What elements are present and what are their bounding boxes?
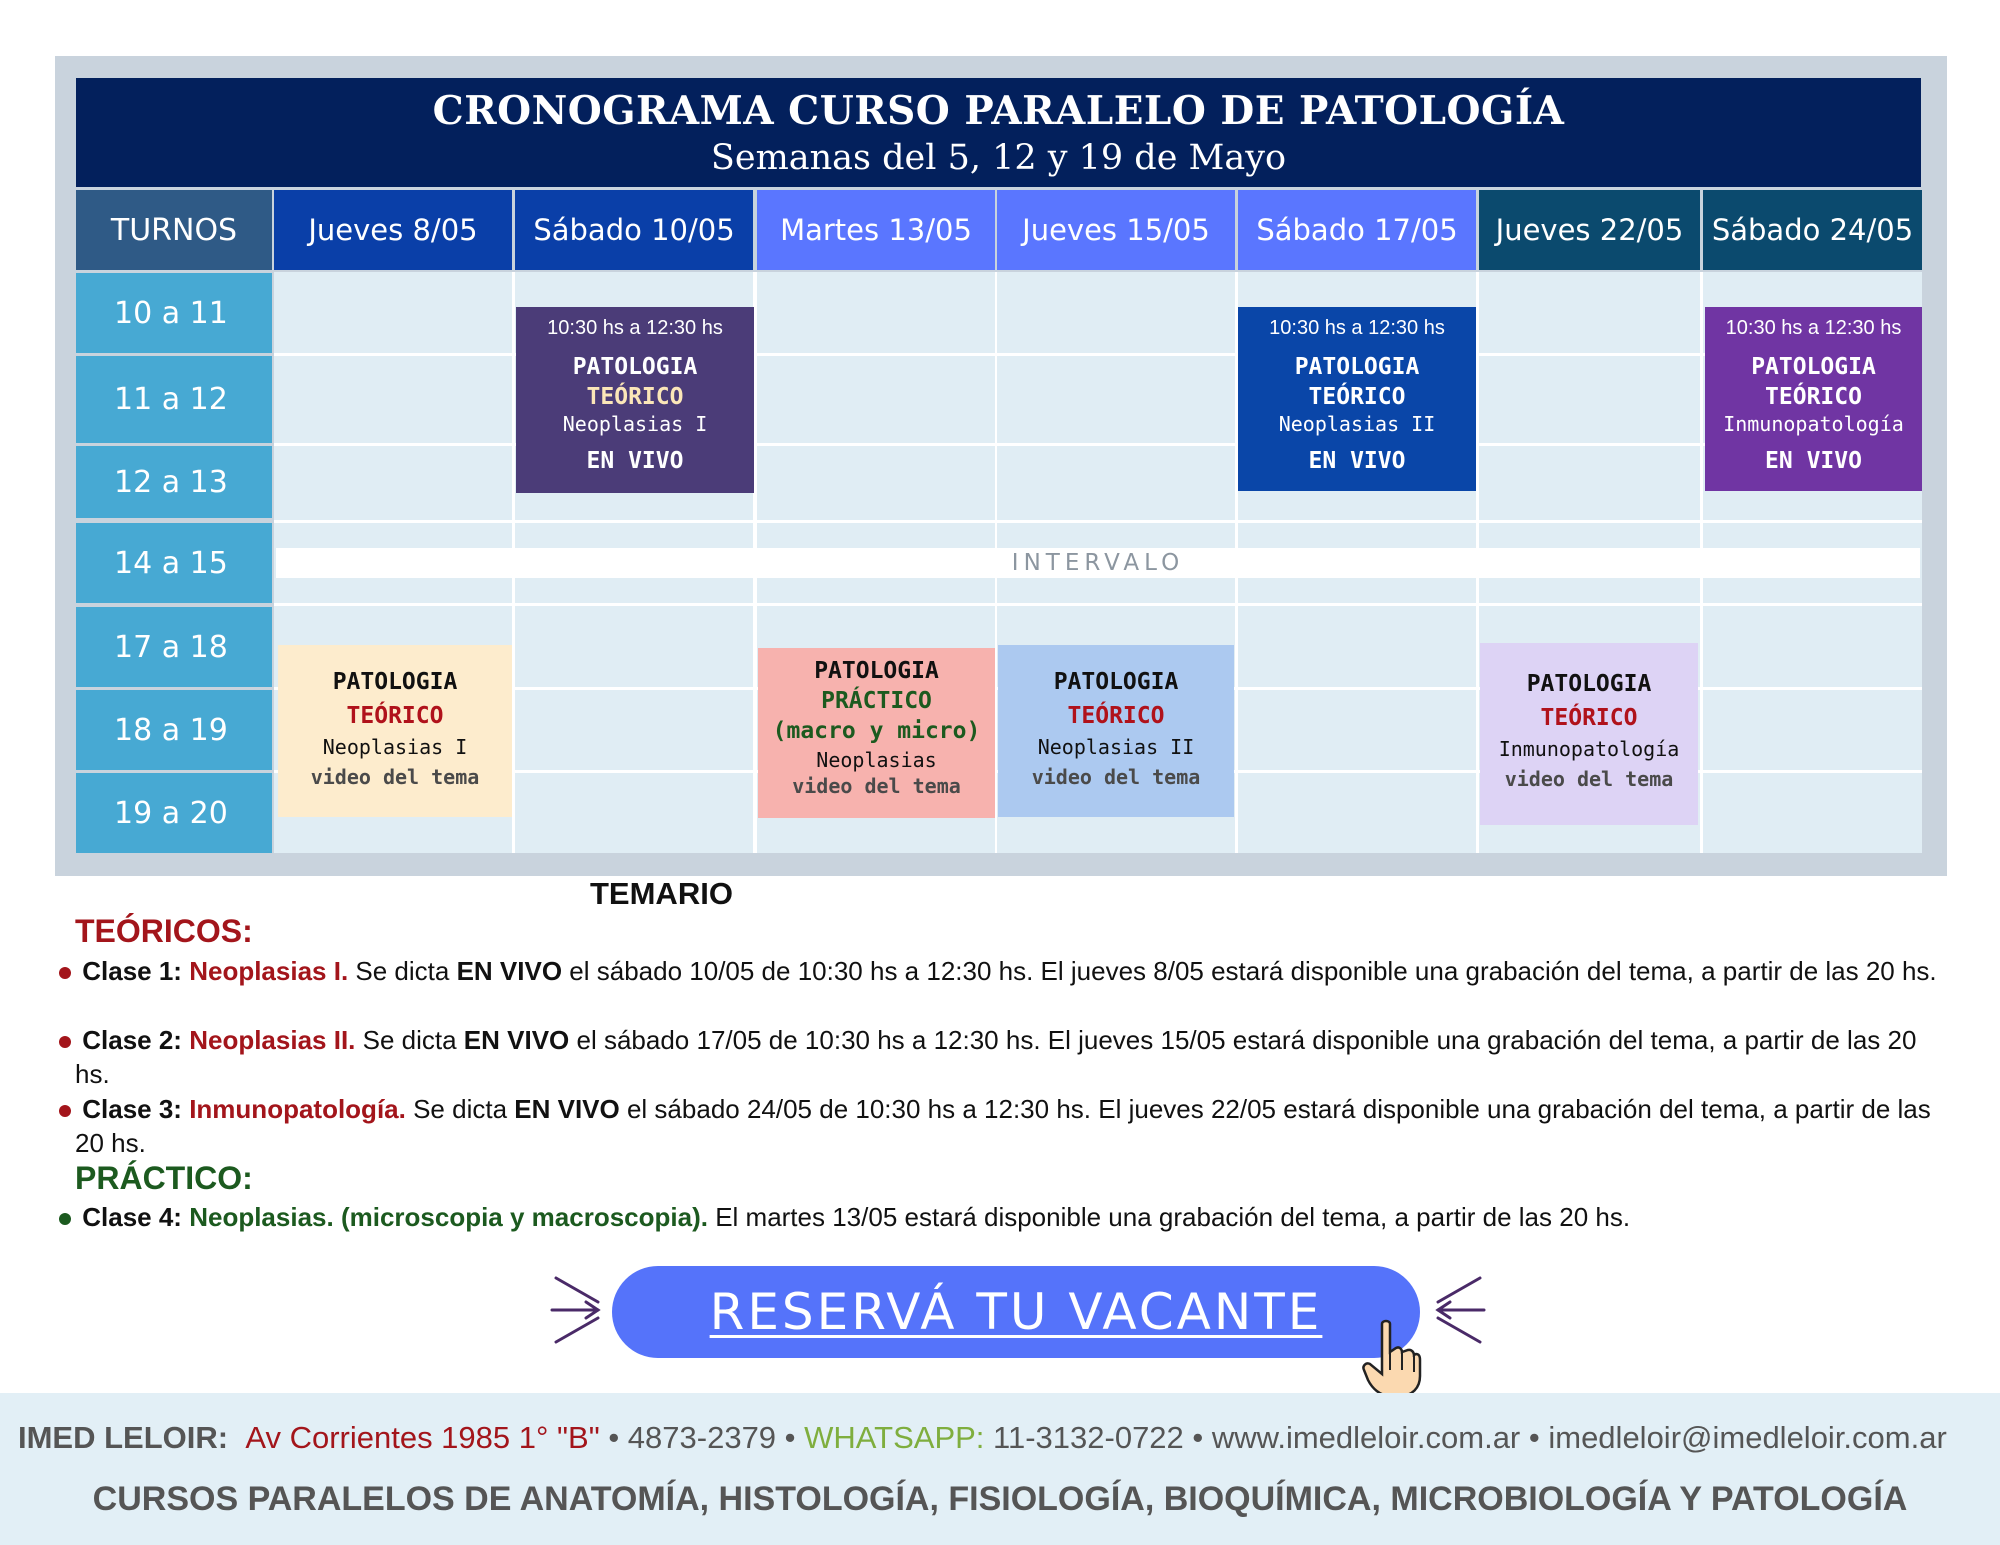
bullet-icon bbox=[59, 1213, 71, 1225]
teoricos-heading: TEÓRICOS: bbox=[75, 913, 253, 949]
bullet-icon bbox=[59, 1105, 71, 1117]
day-header: Martes 13/05 bbox=[757, 190, 995, 270]
list-item: Clase 4: Neoplasias. (microscopia y macroscopia). El martes 13/05 estará disponible una grabación del tema, a partir de las 20 hs. bbox=[75, 1200, 1955, 1234]
temario-title: TEMARIO bbox=[590, 876, 733, 911]
schedule-title: CRONOGRAMA CURSO PARALELO DE PATOLOGÍA bbox=[432, 88, 1565, 134]
day-header: Sábado 17/05 bbox=[1238, 190, 1476, 270]
day-header: Jueves 22/05 bbox=[1479, 190, 1700, 270]
whatsapp-label: WHATSAPP: bbox=[804, 1420, 985, 1455]
schedule-subtitle: Semanas del 5, 12 y 19 de Mayo bbox=[710, 138, 1287, 178]
live-session-card: 10:30 hs a 12:30 hs PATOLOGIA TEÓRICO Neoplasias I EN VIVO bbox=[516, 307, 754, 493]
address: Av Corrientes 1985 1° "B" bbox=[245, 1420, 600, 1455]
arrows-left-icon bbox=[1428, 1272, 1488, 1348]
courses-list: CURSOS PARALELOS DE ANATOMÍA, HISTOLOGÍA, FISIOLOGÍA, BIOQUÍMICA, MICROBIOLOGÍA Y PATOLOGÍA bbox=[92, 1480, 1908, 1518]
list-item: Clase 1: Neoplasias I. Se dicta EN VIVO el sábado 10/05 de 10:30 hs a 12:30 hs. El jueves 8/05 estará disponible una grabación del tema, a partir de las 20 hs. bbox=[75, 954, 1955, 988]
list-item: Clase 3: Inmunopatología. Se dicta EN VIVO el sábado 24/05 de 10:30 hs a 12:30 hs. El jueves 22/05 estará disponible una grabación del tema, a partir de las 20 hs. bbox=[75, 1092, 1955, 1160]
turnos-header: TURNOS bbox=[76, 190, 272, 270]
website-link[interactable]: www.imedleloir.com.ar bbox=[1211, 1420, 1521, 1455]
day-header: Sábado 24/05 bbox=[1703, 190, 1922, 270]
time-slot: 12 a 13 bbox=[76, 446, 272, 518]
footer-contact: IMED LELOIR: Av Corrientes 1985 1° "B" • 4873-2379 • WHATSAPP: 11-3132-0722 • www.imedleloir.com.ar • imedleloir@imedleloir.com.ar bbox=[18, 1420, 1947, 1455]
live-session-card: 10:30 hs a 12:30 hs PATOLOGIA TEÓRICO Neoplasias II EN VIVO bbox=[1238, 307, 1476, 491]
email-link[interactable]: imedleloir@imedleloir.com.ar bbox=[1548, 1420, 1947, 1455]
whatsapp-number: 11-3132-0722 bbox=[984, 1420, 1184, 1455]
day-header: Sábado 10/05 bbox=[515, 190, 753, 270]
time-slot: 14 a 15 bbox=[76, 523, 272, 603]
day-header: Jueves 15/05 bbox=[997, 190, 1235, 270]
practico-heading: PRÁCTICO: bbox=[75, 1160, 253, 1196]
day-header: Jueves 8/05 bbox=[274, 190, 512, 270]
schedule-header bbox=[76, 78, 1921, 187]
time-slot: 18 a 19 bbox=[76, 690, 272, 770]
time-slot: 17 a 18 bbox=[76, 607, 272, 687]
video-session-card: PATOLOGIA TEÓRICO Neoplasias II video del tema bbox=[998, 645, 1234, 817]
arrows-right-icon bbox=[548, 1272, 608, 1348]
footer bbox=[0, 1393, 2000, 1545]
list-item: Clase 2: Neoplasias II. Se dicta EN VIVO el sábado 17/05 de 10:30 hs a 12:30 hs. El jueves 15/05 estará disponible una grabación del tema, a partir de las 20 hs. bbox=[75, 1023, 1955, 1091]
video-session-card: PATOLOGIA PRÁCTICO (macro y micro) Neoplasias video del tema bbox=[758, 648, 995, 818]
reserve-vacancy-button[interactable]: RESERVÁ TU VACANTE bbox=[612, 1266, 1420, 1358]
live-session-card: 10:30 hs a 12:30 hs PATOLOGIA TEÓRICO Inmunopatología EN VIVO bbox=[1705, 307, 1922, 491]
pointer-hand-icon bbox=[1362, 1318, 1422, 1398]
bullet-icon bbox=[59, 967, 71, 979]
video-session-card: PATOLOGIA TEÓRICO Neoplasias I video del tema bbox=[278, 645, 512, 817]
video-session-card: PATOLOGIA TEÓRICO Inmunopatología video del tema bbox=[1480, 643, 1698, 825]
intervalo-band: INTERVALO bbox=[276, 548, 1920, 578]
bullet-icon bbox=[59, 1036, 71, 1048]
time-slot: 19 a 20 bbox=[76, 773, 272, 853]
time-slot: 10 a 11 bbox=[76, 273, 272, 353]
brand-name: IMED LELOIR: bbox=[18, 1420, 229, 1455]
phone: 4873-2379 bbox=[627, 1420, 777, 1455]
time-slot: 11 a 12 bbox=[76, 356, 272, 443]
